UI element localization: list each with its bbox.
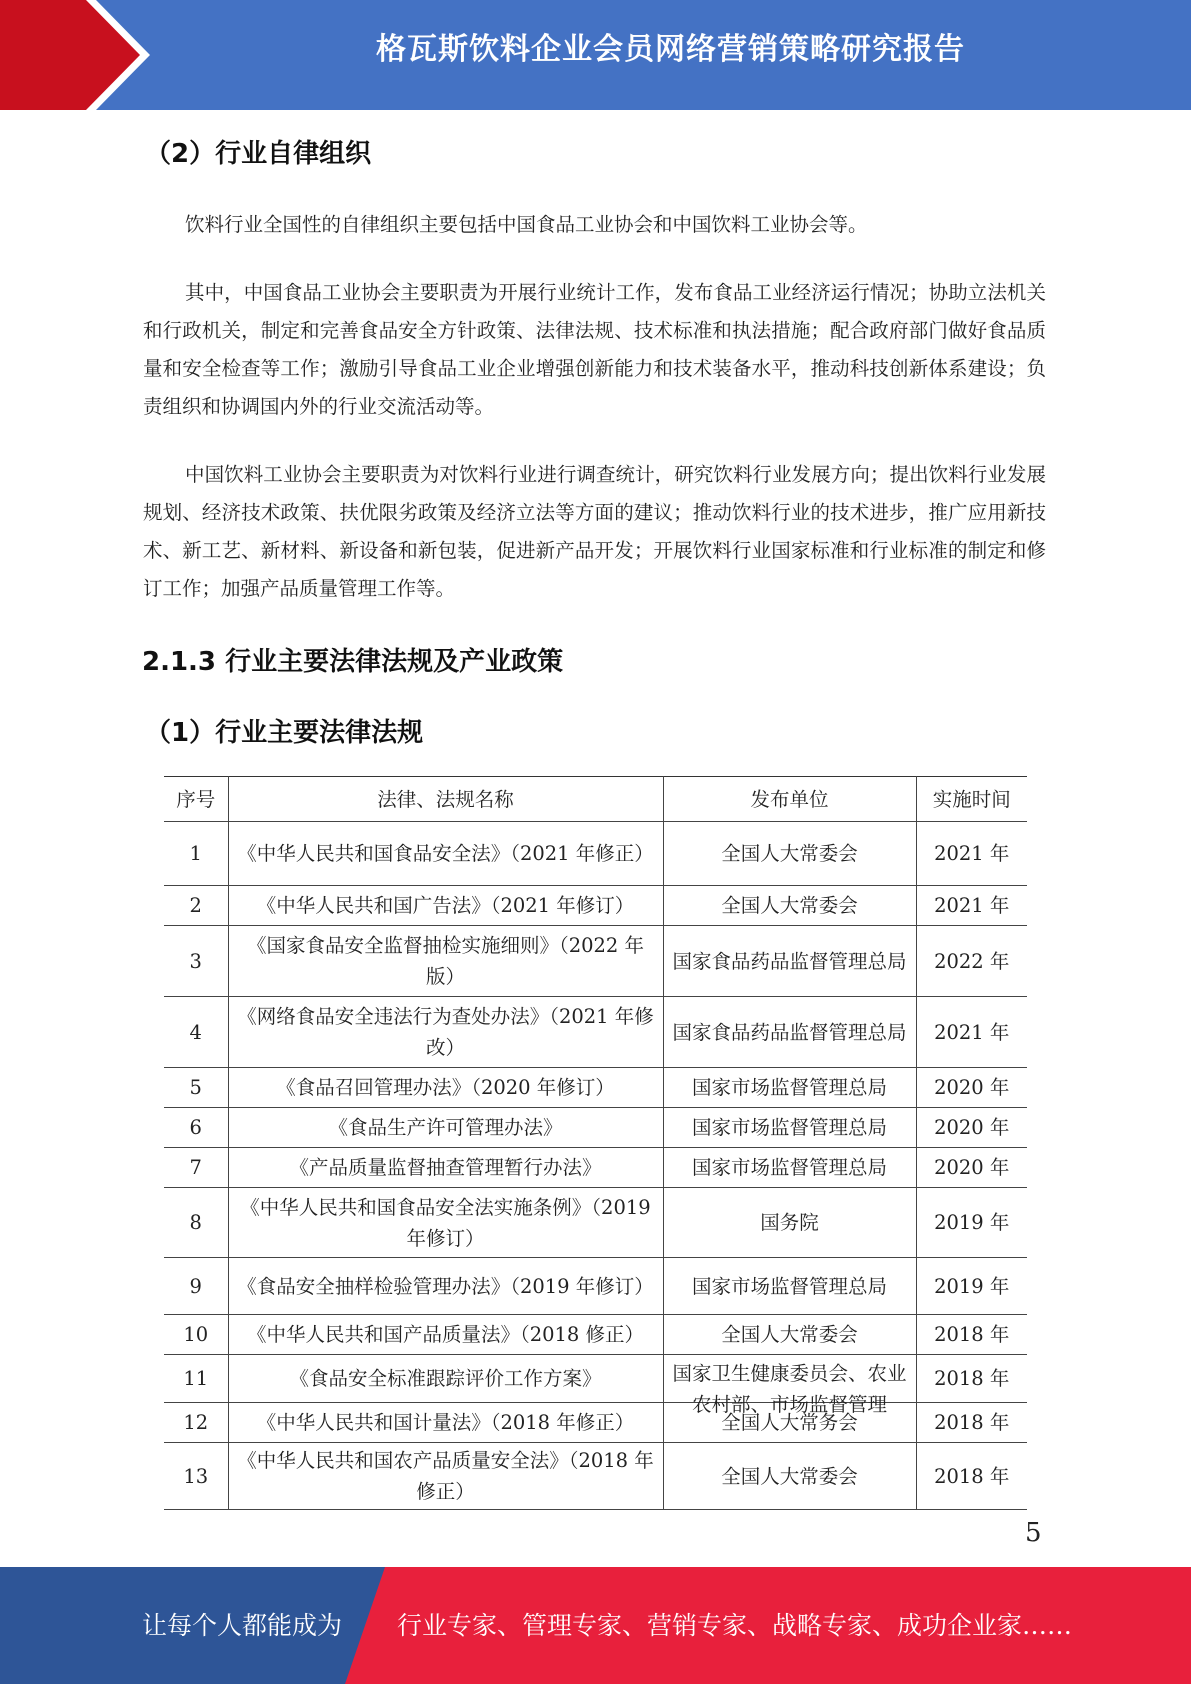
cell-org: 国务院 xyxy=(663,1188,916,1258)
cell-no: 6 xyxy=(164,1108,228,1148)
footer-slogan-left: 让每个人都能成为 xyxy=(142,1611,343,1640)
cell-date: 2020 年 xyxy=(916,1148,1027,1188)
section-heading-laws-policies: 2.1.3 行业主要法律法规及产业政策 xyxy=(142,647,564,677)
table-row xyxy=(164,1148,1027,1188)
table-row xyxy=(164,1108,1027,1148)
header-date: 实施时间 xyxy=(916,777,1027,822)
table-row xyxy=(164,886,1027,926)
table-row xyxy=(164,822,1027,886)
header-org: 发布单位 xyxy=(663,777,916,822)
table-row xyxy=(164,1188,1027,1258)
table-row xyxy=(164,1403,1027,1443)
cell-org: 全国人大常委会 xyxy=(663,886,916,926)
cell-org xyxy=(663,1355,916,1416)
cell-no: 12 xyxy=(164,1403,228,1443)
cell-date: 2018 年 xyxy=(916,1403,1027,1443)
cell-org: 国家市场监督管理总局 xyxy=(663,1258,916,1315)
table-row xyxy=(164,1315,1027,1355)
subsection-heading-laws: （1）行业主要法律法规 xyxy=(145,718,424,748)
header-no: 序号 xyxy=(164,777,228,822)
subsection-heading-self-regulatory: （2）行业自律组织 xyxy=(145,139,372,169)
cell-date: 2019 年 xyxy=(916,1258,1027,1315)
footer-slogan-right: 行业专家、管理专家、营销专家、战略专家、成功企业家…… xyxy=(397,1611,1073,1640)
cell-no: 7 xyxy=(164,1148,228,1188)
cell-no: 9 xyxy=(164,1258,228,1315)
cell-name xyxy=(228,1258,663,1315)
table-row xyxy=(164,1258,1027,1315)
cell-org: 国家食品药品监督管理总局 xyxy=(663,997,916,1068)
cell-org: 全国人大常委会 xyxy=(663,822,916,886)
cell-no: 13 xyxy=(164,1443,228,1510)
table-row xyxy=(164,1355,1027,1403)
cell-date: 2021 年 xyxy=(916,822,1027,886)
cell-org: 国家食品药品监督管理总局 xyxy=(663,926,916,997)
cell-name: 《国家食品安全监督抽检实施细则》（2022 年版） xyxy=(228,926,663,997)
cell-date: 2020 年 xyxy=(916,1068,1027,1108)
cell-org: 国家市场监督管理总局 xyxy=(663,1108,916,1148)
cell-no: 11 xyxy=(164,1355,228,1403)
cell-no: 5 xyxy=(164,1068,228,1108)
cell-name: 《中华人民共和国产品质量法》（2018 修正） xyxy=(228,1315,663,1355)
table-row xyxy=(164,926,1027,997)
cell-name: 《食品生产许可管理办法》 xyxy=(228,1108,663,1148)
cell-date: 2019 年 xyxy=(916,1188,1027,1258)
table-row xyxy=(164,997,1027,1068)
cell-name: 《中华人民共和国农产品质量安全法》（2018 年修正） xyxy=(228,1443,663,1510)
paragraph-beverage-association: 中国饮料工业协会主要职责为对饮料行业进行调查统计，研究饮料行业发展方向；提出饮料行业发展规划、经济技术政策、扶优限劣政策及经济立法等方面的建议；推动饮料行业的技术进步，推广应用新技术、新工艺、新材料、新设备和新包装，促进新产品开发；开展饮料行业国家标准和行业标准的制定和修订工作；加强产品质量管理工作等。 xyxy=(143,463,1046,600)
page-header xyxy=(0,0,1191,110)
cell-name: 《食品安全标准跟踪评价工作方案》 xyxy=(228,1355,663,1403)
cell-org: 全国人大常委会 xyxy=(663,1315,916,1355)
cell-name: 《产品质量监督抽查管理暂行办法》 xyxy=(228,1148,663,1188)
table-header-row xyxy=(164,777,1027,822)
cell-no: 10 xyxy=(164,1315,228,1355)
cell-no: 2 xyxy=(164,886,228,926)
cell-no: 3 xyxy=(164,926,228,997)
cell-org-text: 国家卫生健康委员会、农业农村部、市场监督管理 xyxy=(672,1361,907,1416)
laws-table xyxy=(164,776,1027,1510)
paragraph-food-association: 其中，中国食品工业协会主要职责为开展行业统计工作，发布食品工业经济运行情况；协助立法机关和行政机关，制定和完善食品安全方针政策、法律法规、技术标准和执法措施；配合政府部门做好食品质量和安全检查等工作；激励引导食品工业企业增强创新能力和技术装备水平，推动科技创新体系建设；负责组织和协调国内外的行业交流活动等。 xyxy=(143,281,1046,418)
cell-date: 2020 年 xyxy=(916,1108,1027,1148)
page-footer xyxy=(0,1567,1191,1684)
table-row xyxy=(164,1068,1027,1108)
report-title: 格瓦斯饮料企业会员网络营销策略研究报告 xyxy=(376,32,965,67)
cell-date: 2018 年 xyxy=(916,1315,1027,1355)
cell-no: 8 xyxy=(164,1188,228,1258)
cell-org: 国家市场监督管理总局 xyxy=(663,1148,916,1188)
cell-name: 《网络食品安全违法行为查处办法》（2021 年修改） xyxy=(228,997,663,1068)
cell-name: 《中华人民共和国食品安全法》（2021 年修正） xyxy=(228,822,663,886)
cell-org: 全国人大常务会 xyxy=(663,1403,916,1443)
cell-date: 2021 年 xyxy=(916,997,1027,1068)
cell-name: 《食品召回管理办法》（2020 年修订） xyxy=(228,1068,663,1108)
cell-no: 4 xyxy=(164,997,228,1068)
cell-no: 1 xyxy=(164,822,228,886)
cell-date: 2022 年 xyxy=(916,926,1027,997)
cell-name: 《中华人民共和国计量法》（2018 年修正） xyxy=(228,1403,663,1443)
cell-date: 2021 年 xyxy=(916,886,1027,926)
cell-name: 《中华人民共和国广告法》（2021 年修订） xyxy=(228,886,663,926)
page-number: 5 xyxy=(1025,1518,1042,1548)
paragraph-intro: 饮料行业全国性的自律组织主要包括中国食品工业协会和中国饮料工业协会等。 xyxy=(185,213,868,236)
header-name: 法律、法规名称 xyxy=(228,777,663,822)
table-row xyxy=(164,1443,1027,1510)
cell-date: 2018 年 xyxy=(916,1355,1027,1403)
cell-org: 国家市场监督管理总局 xyxy=(663,1068,916,1108)
cell-name: 《中华人民共和国食品安全法实施条例》（2019 年修订） xyxy=(228,1188,663,1258)
cell-org: 全国人大常委会 xyxy=(663,1443,916,1510)
cell-date: 2018 年 xyxy=(916,1443,1027,1510)
cell-name-text: 《食品安全抽样检验管理办法》（2019 年修订） xyxy=(237,1274,654,1298)
